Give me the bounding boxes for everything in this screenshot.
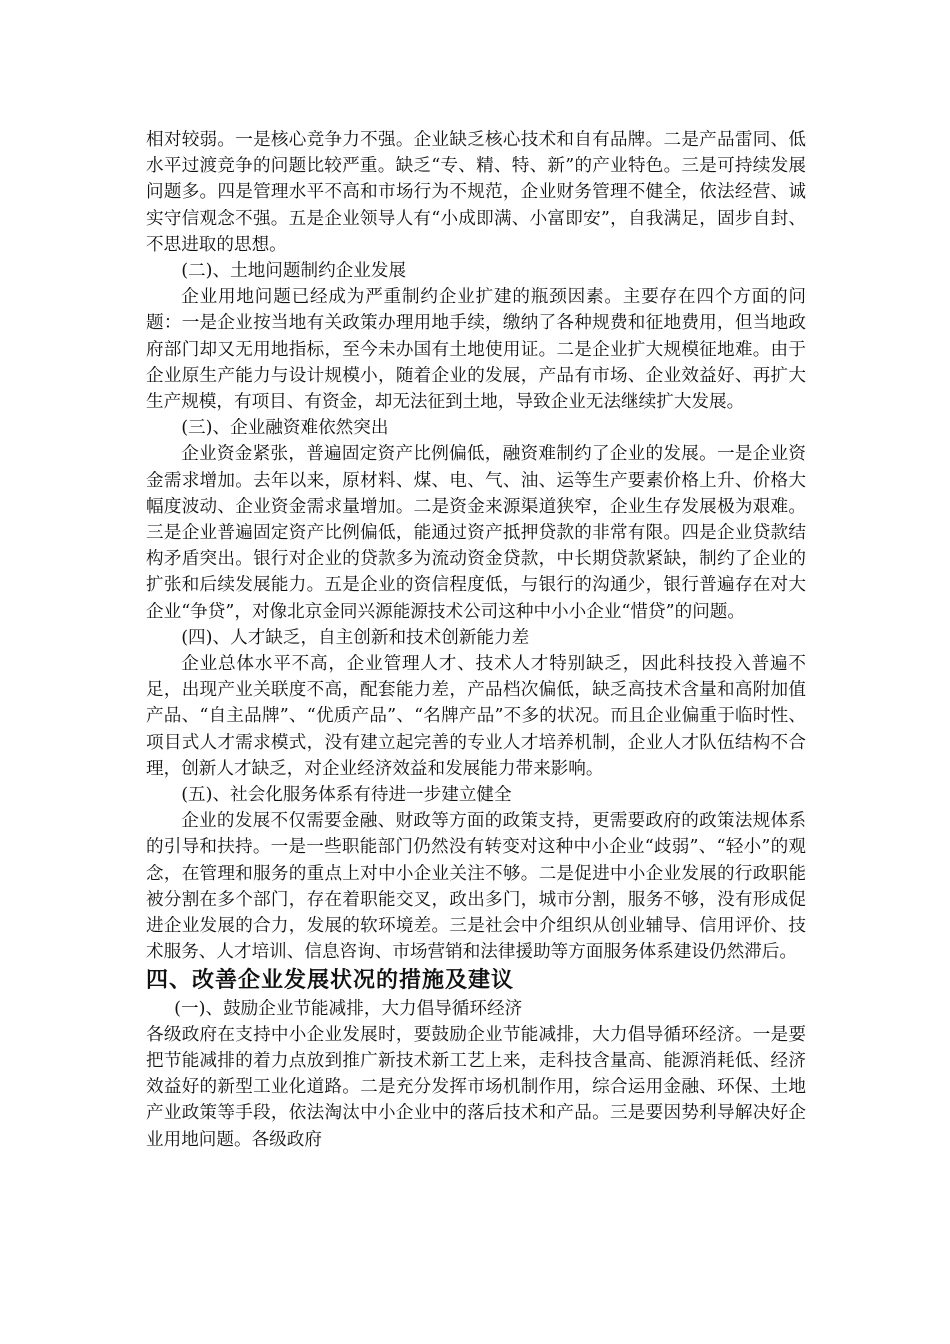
section-heading-measures: 四、改善企业发展状况的措施及建议 [146, 967, 515, 993]
subheading-land: (二)、土地问题制约企业发展 [181, 261, 407, 282]
paragraph-land: 企业用地问题已经成为严重制约企业扩建的瓶颈因素。主要存在四个方面的问题：一是企业按当地有关政策办理用地手续，缴纳了各种规费和征地费用，但当地政府部门却又无用地指标，至今未办国有土地使用证。二是企业扩大规模征地难。由于企业原生产能力与设计规模小，随着企业的发展，产品有市场、企业效益好、再扩大生产规模，有项目、有资金，却无法征到土地，导致企业无法继续扩大发展。 [146, 287, 806, 413]
paragraph-services: 企业的发展不仅需要金融、财政等方面的政策支持，更需要政府的政策法规体系的引导和扶持。一是一些职能部门仍然没有转变对这种中小企业“歧弱”、“轻小”的观念，在管理和服务的重点上对中小企业关注不够。二是促进中小企业发展的行政职能被分割在多个部门，存在着职能交叉，政出多门，城市分割，服务不够，没有形成促进企业发展的合力，发展的软环境差。三是社会中介组织从创业辅导、信用评价、技术服务、人才培训、信息咨询、市场营销和法律援助等方面服务体系建设仍然滞后。 [146, 811, 806, 963]
subheading-financing: (三)、企业融资难依然突出 [181, 418, 389, 439]
document-body [146, 127, 806, 1153]
paragraph-talent: 企业总体水平不高，企业管理人才、技术人才特别缺乏，因此科技投入普遍不足，出现产业关联度不高，配套能力差，产品档次偏低，缺乏高技术含量和高附加值产品、“自主品牌”、“优质产品”、“名牌产品”不多的状况。而且企业偏重于临时性、项目式人才需求模式，没有建立起完善的专业人才培养机制，企业人才队伍结构不合理，创新人才缺乏，对企业经济效益和发展能力带来影响。 [146, 654, 806, 779]
paragraph-energy: 各级政府在支持中小企业发展时，要鼓励企业节能减排，大力倡导循环经济。一是要把节能减排的着力点放到推广新技术新工艺上来，走科技含量高、能源消耗低、经济效益好的新型工业化道路。二是充分发挥市场机制作用，综合运用金融、环保、土地产业政策等手段，依法淘汰中小企业中的落后技术和产品。三是要因势利导解决好企业用地问题。各级政府 [146, 1024, 806, 1150]
paragraph-continuation: 相对较弱。一是核心竞争力不强。企业缺乏核心技术和自有品牌。二是产品雷同、低水平过渡竞争的问题比较严重。缺乏“专、精、特、新”的产业特色。三是可持续发展问题多。四是管理水平不高和市场行为不规范，企业财务管理不健全，依法经营、诚实守信观念不强。五是企业领导人有“小成即满、小富即安”，自我满足，固步自封、不思进取的思想。 [146, 130, 806, 255]
subheading-talent: (四)、人才缺乏，自主创新和技术创新能力差 [181, 627, 530, 648]
subheading-energy: (一)、鼓励企业节能减排，大力倡导循环经济 [174, 998, 523, 1019]
paragraph-financing: 企业资金紧张，普遍固定资产比例偏低，融资难制约了企业的发展。一是企业资金需求增加。去年以来，原材料、煤、电、气、油、运等生产要素价格上升、价格大幅度波动、企业资金需求量增加。二是资金来源渠道狭窄，企业生存发展极为艰难。三是企业普遍固定资产比例偏低，能通过资产抵押贷款的非常有限。四是企业贷款结构矛盾突出。银行对企业的贷款多为流动资金贷款，中长期贷款紧缺，制约了企业的扩张和后续发展能力。五是企业的资信程度低，与银行的沟通少，银行普遍存在对大企业“争贷”，对像北京金同兴源能源技术公司这种中小小企业“惜贷”的问题。 [146, 444, 806, 622]
subheading-services: (五)、社会化服务体系有待进一步建立健全 [181, 785, 512, 806]
